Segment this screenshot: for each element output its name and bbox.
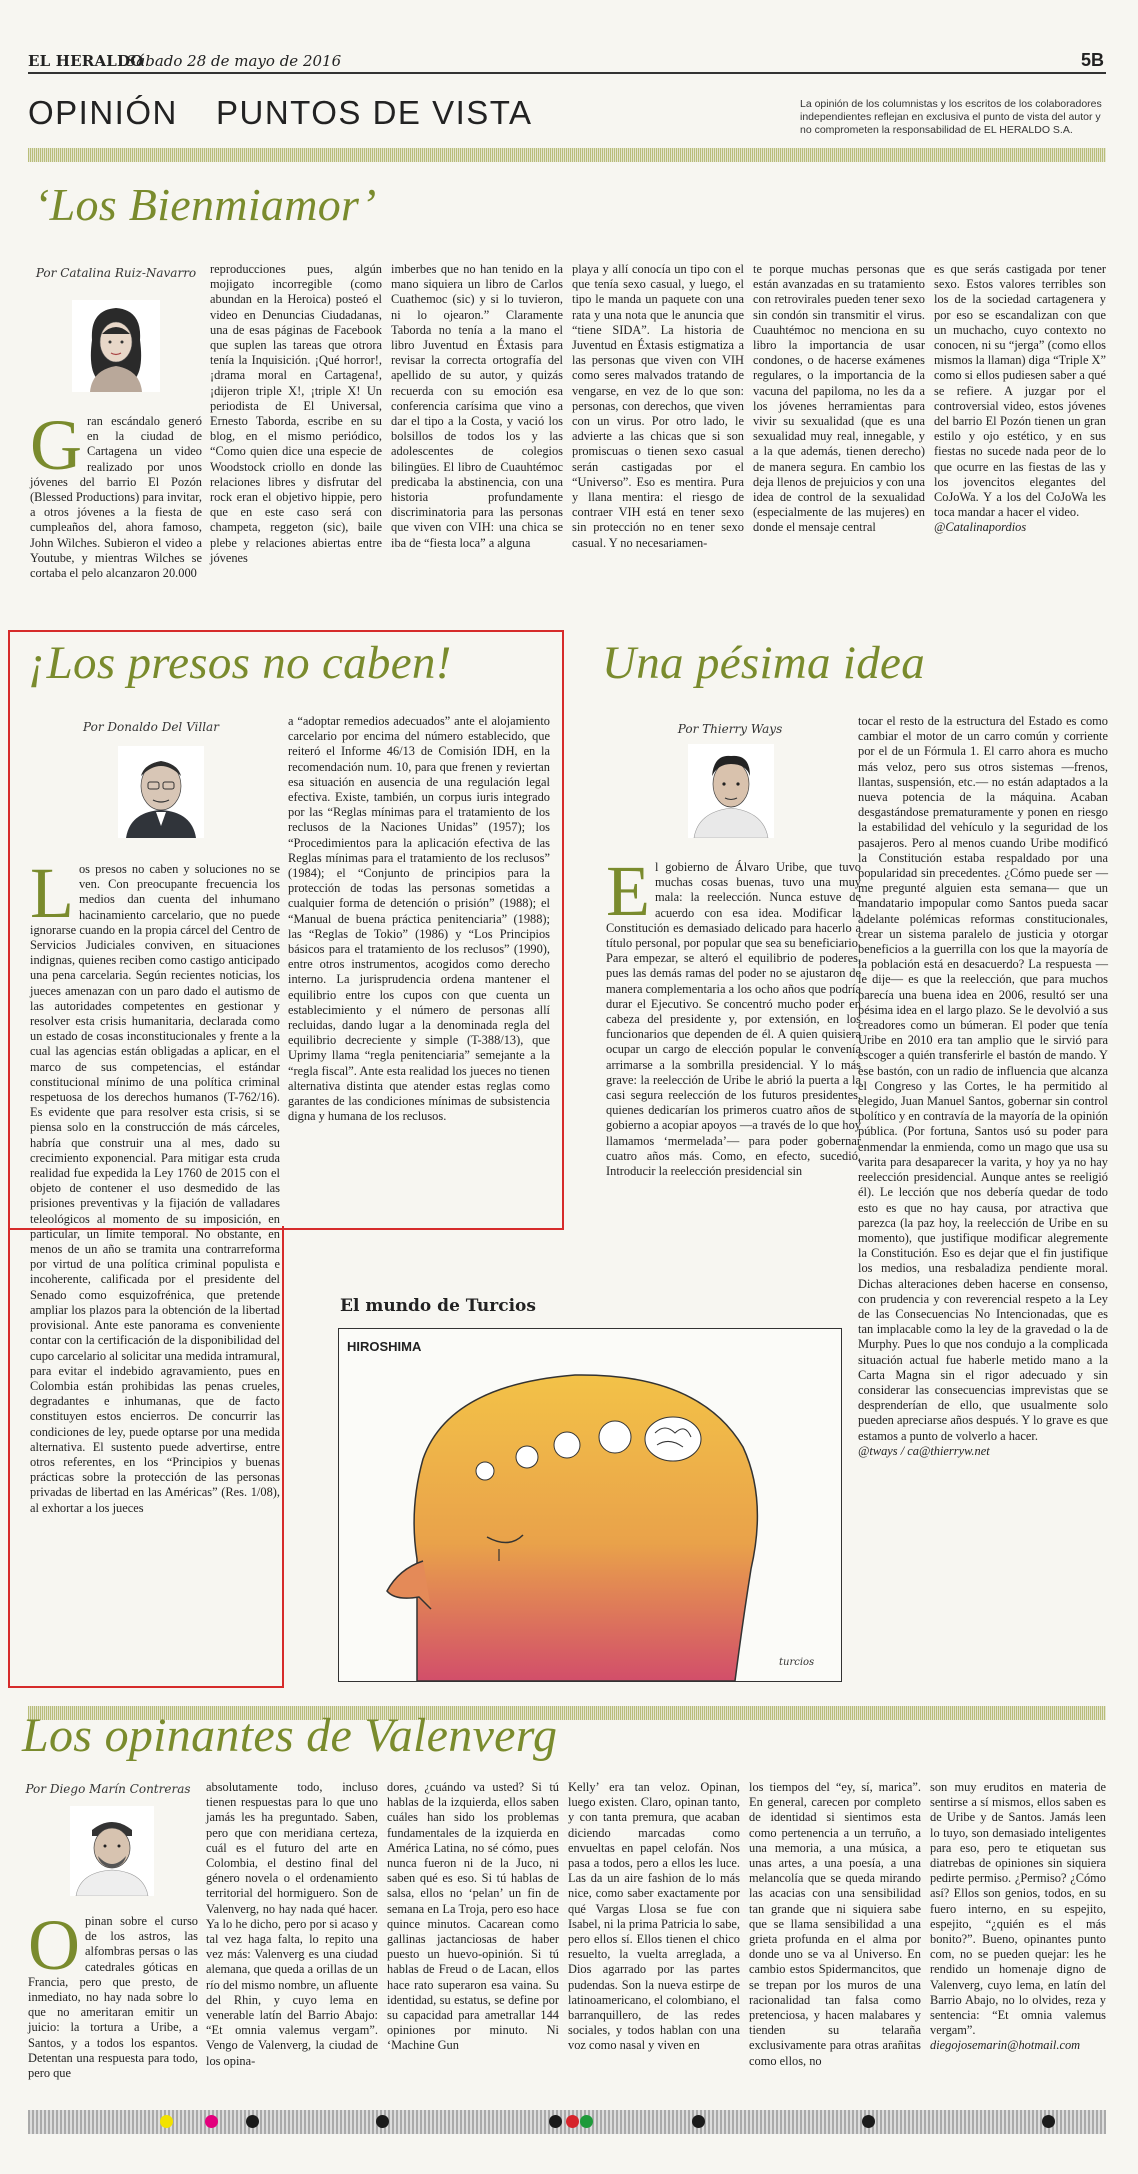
article4-title: Los opinantes de Valenverg	[22, 1709, 558, 1762]
article1-text-1: ran escándalo generó en la ciudad de Cartagena un video realizado por unos jóvenes del barrio El Pozón (Blessed Productions) para invitar, a otros jóvenes a la fiesta de cumpleaños del, ahora famoso, John Wilches. Subieron el video a Youtube, y mientras Wilches se cortaba el pelo alcanzaron 20.000	[30, 414, 202, 581]
newspaper-name: EL HERALDO	[28, 52, 144, 70]
article3-text-2: tocar el resto de la estructura del Estado es como cambiar el motor de un carro común y corriente por el de un Fórmula 1. El carro ahora es mucho más veloz, pero sus otros sistemas —frenos, llantas, suspensión, etc.— no están adaptados a la nueva potencia de la máquina. Acaban desgastándose prematuramente y ponen en riesgo la estabilidad del vehículo y la seguridad de los pasajeros. Pero al menos cuando Uribe modificó la Constitución estaba respaldado por una popularidad sin precedentes. ¿Cómo puede ser —me pregunté alguien esta semana— que un mandatario impopular como Santos pueda sacar adelante polémicas reformas constitucionales, crear un sistema paralelo de justicia y otorgar beneficios a la guerrilla con los que la mayoría de la población está en desacuerdo? La respuesta —le dije— es que la reelección, que para muchos parecía una buena idea en 2006, resultó ser una pésima idea en el largo plazo. Se le devolvió a sus creadores como un búmeran. El poder que tenía Uribe en 2010 era tan amplio que le sirvió para escoger a quién transferirle el bastón de mando. Y ese bastón, con un radio de influencia que alcanza el Congreso y las Cortes, le ha permitido al elegido, Juan Manuel Santos, gobernar sin control político y en contravía de la mayoría de la opinión pública. (Por fortuna, Santos usó su poder para enmendar la enmienda, como un mago que usa su varita para desaparecer la varita, y hoy ya no hay reelección presidencial. Aunque antes se reeligió él). Le lección que nos debería quedar de todo esto es que no hay causa, por atractiva que parezca (la paz hoy, la reelección de Uribe en su momento), que justifique modificar alegremente la Constitución. Eso es dejar que el fin justifique los medios, una resbaladiza pendiente moral. Dichas alteraciones deben hacerse en consenso, con prudencia y con reverencial respeto a la Ley de las Consecuencias No Intencionadas, que es tan implacable como la ley de la gravedad o la de Murphy. Pues lo que nos condujo a la complicada situación actual fue haberle metido mano a la Carta Magna sin el rigor adecuado y sin considerar las consecuencias imprevistas que se desprenderían de ello, que usualmente solo pueden apreciarse años después. Y lo grave es que estamos a punto de volverlo a hacer.	[858, 714, 1108, 1443]
article4-column-1	[28, 1905, 198, 2081]
article1-title: ‘Los Bienmiamor’	[34, 179, 377, 230]
cartoon-section-title: El mundo de Turcios	[340, 1296, 536, 1316]
registration-dot-black	[246, 2115, 259, 2128]
article1-column-5: te porque muchas personas que están avanzadas en su tratamiento con retrovirales pueden tener sexo sin condón sin transmitir el virus. Cuauhtémoc no menciona en su libro la importancia de usar condones, o de hacerse exámenes regulares, o la importancia de la vacuna del papiloma, no les da a los jóvenes herramientas para vivir su sexualidad (que es una sexualidad muy real, innegable, y a la que además, tienen derecho) de manera segura. En cambio los deja llenos de prejuicios y con una idea de control de la sexualidad (especialmente de las mujeres) en donde el mensaje central	[753, 262, 925, 535]
cartoon-frame	[338, 1328, 842, 1682]
article3-column-2	[858, 714, 1108, 1459]
article3-column-1	[606, 851, 861, 1179]
registration-dot-yellow	[160, 2115, 173, 2128]
article1-column-4: playa y allí conocía un tipo con el que tenía sexo casual, y luego, el tipo le manda un paquete con una rata y una nota que le anuncia que “tiene SIDA”. La historia de Juventud en Éxtasis estigmatiza a las personas que viven con VIH como seres malvados tratando de vengarse, en vez de lo que son: personas, con derechos, que viven con un virus. Por otro lado, le advierte a las chicas que si son promiscuas o tienen sexo casual serán castigadas por el “Universo”. Eso es mentira. Pura y llana mentira: el riesgo de contraer VIH está en tener sexo sin protección no en tener sexo casual. Y no necesariamen-	[572, 262, 744, 550]
cartoon-head	[339, 1329, 841, 1681]
registration-dot-black-2	[376, 2115, 389, 2128]
article4-column-4: Kelly’ era tan veloz. Opinan, luego existen. Claro, opinan tanto, y con tanta premura, que acaban diciendo marcadas como envueltas en papel celofán. Nos pasa a todos, pero a ellos les luce. Las da un aire fashion de lo más nice, como saber exactamente por qué Vargas Llosa se fue con Isabel, ni la prima Patricia lo sabe, pero ellos sí. Ellos tienen el chico resuelto, la vuelta arreglada, a Dios agarrado por las partes pudendas. Son la nueva estirpe de latinoamericano, el colombiano, el barranquillero, de las redes sociales, y todos hablan con una voz como nasal y viven en	[568, 1780, 740, 2053]
portrait-catalina	[72, 300, 160, 392]
article4-column-6	[930, 1780, 1106, 2054]
article1-column-3: imberbes que no han tenido en la mano siquiera un libro de Carlos Cuathemoc (sic) y si lo tuvieron, ni lo ojearon.” Claramente Taborda no tenía a la mano el libro Juventud en Éxtasis para revisar la correcta ortografía del apellido de su autor, y quizás recuerda con su emoción esa conferencia carísima que vino a dar el tipo a la Costa, y vació los bolsillos de todos los y las adolescentes de colegios bilingües. El libro de Cuauhtémoc predicaba la abstinencia, con una historia profundamente discriminatoria para las personas que viven con VIH: una chica se iba de “fiesta loca” a alguna	[391, 262, 563, 550]
article4-dropcap: O	[28, 1905, 80, 1985]
article1-dropcap: G	[30, 405, 82, 485]
article4-column-2: absolutamente todo, incluso tienen respuestas para lo que uno jamás les ha preguntado. Saben, pero que con meridiana certeza, cuál es el futuro del arte en Colombia, el destino final del género novela o el ordenamiento territorial del hormiguero. Son de Valenverg, no hay nada qué hacer. Ya lo he dicho, pero por si acaso y tal vez haga falta, lo repito una vez más: Valenverg es una ciudad alemana, que queda a orillas de un río del mismo nombre, un afluente del Rhin, y cuyo lema en venerable latín del Barrio Abajo: “Et omnia valemus vergam”. Vengo de Valenverg, la ciudad de los opina-	[206, 1780, 378, 2068]
registration-dot-black-4	[692, 2115, 705, 2128]
article1-column-1	[30, 405, 202, 581]
article2-column-1	[30, 853, 280, 1516]
article2-column-2: a “adoptar remedios adecuados” ante el alojamiento carcelario por encima del número establecido, que reiteró el Informe 46/13 de Comisión IDH, en la recomendación num. 10, para que frenen y reviertan esa situación en ausencia de una regulación legal efectiva. Existe, también, un corpus iuris integrado por las “Reglas mínimas para el tratamiento de los reclusos de la Naciones Unidas” (1957); los “Procedimientos para la aplicación efectiva de las Reglas mínimas para el tratamiento de los reclusos” (1984); el “Conjunto de principios para la protección de todas las personas sometidas a cualquier forma de detención o prisión” (1988); el “Manual de buena práctica penitenciaria” (1988); las “Reglas de Tokio” (1986) y “Los Principios básicos para el tratamiento de los reclusos” (1990), entre otros instrumentos, acogidos como derecho interno. La jurisprudencia ordena mantener el equilibrio entre los cupos con que cuenta un establecimiento y el número de personas allí recluidas, dando lugar a la denominada regla del equilibrio decreciente y simple (T-388/13), que Uprimy llama “regla penitenciaria” semejante a la “regla fiscal”. Ante esta realidad los jueces no tienen alternativa distinta que atender estas reglas como garantes de las condiciones mínimas de subsistencia digna y humana de los reclusos.	[288, 714, 550, 1124]
section-title: OPINIÓN	[28, 94, 178, 131]
portrait-donaldo	[118, 746, 204, 838]
article4-text-1: pinan sobre el curso de los astros, las alfombras persas o las catedrales góticas en Francia, pero que presto, de inmediato, no hay nada sobre lo que no ameritaran emitir un juicio: la tortura a Uribe, a Santos, y a todos los espantos. Detentan una respuesta para todo, pero que	[28, 1914, 198, 2081]
article3-byline: Por Thierry Ways	[677, 722, 783, 736]
portrait-thierry	[688, 744, 774, 838]
registration-dot-green	[580, 2115, 593, 2128]
article1-author-handle: @Catalinapordios	[934, 520, 1027, 535]
article4-text-6: son muy eruditos en materia de sentirse a sí mismos, ellos saben es de Uribe y de Santos. Jamás leen lo tuyo, son demasiado inteligentes para eso, pero te etiquetan sus diatrebas de opiniones sin siquiera pedirte permiso. ¿Permiso? ¿Cómo así? Ellos son genios, todos, en su fuero interno, en su espejito, espejito, “¿quién es el más bonito?”. Bueno, opinantes punto com, no se pueden quejar: les he rendido un homenaje digno de Valenverg, cuyo lema, en latín del Barrio Abajo, no lo olvides, reza y sentencia: “Et omnia valemus vergam”.	[930, 1780, 1106, 2038]
article4-column-3: dores, ¿cuándo va usted? Si tú hablas de la izquierda, ellos saben cuáles han sido los problemas fundamentales de la izquierda en América Latina, no sé cómo, pues nunca fueron ni de la Juco, ni saben qué es eso. Si tú hablas de salsa, ellos no ‘pelan’ un fin de semana en La Troja, pero eso hace quince minutos. Cacarean como gallinas jactanciosas de haber puesto un huevo-opinión. Si tú hablas de Freud o de Lacan, ellos hace rato superaron esa vaina. Su identidad, su estatus, se define por su capacidad para ametrallar 144 opiniones por minuto. Ni ‘Machine Gun	[387, 1780, 559, 2053]
issue-date: Sábado 28 de mayo de 2016	[126, 52, 342, 70]
article3-dropcap: E	[606, 851, 650, 931]
article2-title: ¡Los presos no caben!	[28, 637, 452, 689]
section-subtitle: PUNTOS DE VISTA	[216, 94, 533, 131]
article4-author-handle: diegojosemarin@hotmail.com	[930, 2038, 1081, 2053]
cartoon-signature: turcios	[779, 1657, 815, 1668]
article1-byline: Por Catalina Ruiz-Navarro	[35, 266, 197, 280]
registration-dot-black-3	[549, 2115, 562, 2128]
article3-title: Una pésima idea	[602, 637, 926, 689]
disclaimer: La opinión de los columnistas y los escritos de los colaboradores independientes reflejan en exclusiva el punto de vista del autor y no comprometen la responsabilidad de EL HERALDO S.A.	[800, 98, 1102, 136]
article2-dropcap: L	[30, 853, 74, 933]
article4-byline: Por Diego Marín Contreras	[25, 1782, 191, 1796]
article2-byline: Por Donaldo Del Villar	[83, 720, 219, 734]
portrait-diego	[70, 1806, 154, 1896]
article1-column-2: reproducciones pues, algún mojigato incorregible (como abundan en la Heroica) posteó el video en Denuncias Ciudadanas, una de esas páginas de Facebook que suplen las tareas que otrora tenía la Inquisición. ¡Qué horror!, ¡drama moral en Cartagena!, ¡dijeron triple X!, ¡triple X! Un periodista de El Universal, Ernesto Taborda, escribe en su blog, en el mismo periódico, “Como quien dice una especie de Woodstock criollo en donde las relaciones libres y disfrutar del rock eran el objetivo hippie, pero que en este caso será con champeta, reggeton (sic), baile plebe y relaciones abiertas entre jóvenes	[210, 262, 382, 565]
article1-column-6	[934, 262, 1106, 536]
cartoon-label: HIROSHIMA	[347, 1339, 422, 1354]
header-band	[28, 148, 1106, 162]
registration-dot-black-6	[1042, 2115, 1055, 2128]
page-number: 5B	[1080, 50, 1104, 70]
article4-column-5: los tiempos del “ey, sí, marica”. En general, carecen por completo de identidad si sientimos esta como pertenencia a un terruño, a una memoria, a una música, a unas artes, a una poesía, a una melancolía que se queda mirando las acacias con una sensibilidad tan grande que ni siquiera sabe que se llama sensibilidad a una grieta profunda en el alma por donde uno se va al Universo. En cambio estos Spidermancitos, que se trepan por los muros de una racionalidad tan falsa como pretenciosa, y hacen malabares y tienden su telaraña exclusivamente para otras arañitas como ellos, no	[749, 1780, 921, 2068]
registration-dot-magenta	[205, 2115, 218, 2128]
article2-text-1: os presos no caben y soluciones no se ven. Con preocupante frecuencia los medios dan cuenta del inhumano hacinamiento carcelario, que no puede ignorarse cuando en la propia cárcel del Centro de Servicios Judiciales conviven, en situaciones indignas, quienes reciben como castigo anticipado una pena carcelaria. Según recientes noticias, los jueces amenazan con un paro dado el autismo de las autoridades competentes en gestionar y resolver esta crisis humanitaria, declarada como un estado de cosas inconstitucionales y frente a la cual las agencias están obligadas a aplicar, en el marco de sus competencias, el estándar constitucional mínimo de una política criminal respetuosa de los derechos humanos (T-762/16). Es evidente que para resolver esta crisis, si se piensa solo en la construcción de más cárceles, habría que construir una al mes, dado su crecimiento exponencial. Para mitigar esta cruda realidad fue expedida la Ley 1760 de 2015 con el objeto de contener el uso desmedido de las prisiones preventivas y la fijación de valladares teleológicos al momento de su imposición, en particular, un límite temporal. No obstante, en menos de un año se tramita una contrarreforma por virtud de una política criminal populista e incoherente, calificada por el presidente del Senado como esquizofrénica, que pretende ampliar los plazos para la obtención de la libertad provisional. Ante este panorama es conveniente contar con la certificación de la disponibilidad del cupo carcelario al solicitar una medida intramural, para evitar el indebido agravamiento, pues en Colombia están prohibidas las penas crueles, degradantes e inhumanas, que de facto constituyen estos encierros. De concurrir las condiciones de ley, puede optarse por una medida alternativa. El sustento puede advertirse, entre otros referentes, en los “Principios y buenas prácticas sobre la protección de las personas privadas de libertad en las Américas” (Res. 1/08), al exhortar a los jueces	[30, 862, 280, 1515]
article3-author-handle: @tways / ca@thierryw.net	[858, 1443, 990, 1458]
registration-dot-red	[566, 2115, 579, 2128]
header-rule	[28, 72, 1106, 74]
registration-dot-black-5	[862, 2115, 875, 2128]
article3-text-1: l gobierno de Álvaro Uribe, que tuvo muchas cosas buenas, tuvo una muy mala: la reelección. Nunca estuve de acuerdo con esa idea. Modificar la Constitución es demasiado delicado para hacerlo a título personal, por popular que sea su beneficiario. Para empezar, se alteró el equilibrio de poderes, pues las demás ramas del poder no se ajustaron de manera complementaria a los ocho años que podría durar el Ejecutivo. Se concentró mucho poder en cabeza del presidente y, por extensión, en los funcionarios que dependen de él. A quien quisiera ocupar un cargo de elección popular le convenía arrimarse a la sombrilla presidencial. Y lo más grave: la reelección de Uribe le abrió la puerta a la casi segura reelección de los futuros presidentes, quienes dedicarían los primeros cuatro años de su gobierno a acopiar apoyos —a través de lo que hoy llamamos ‘mermelada’— para poder gobernar cuatro años más. Como, en efecto, sucedió. Introducir la reelección presidencial sin	[606, 860, 861, 1179]
article1-text-6: es que serás castigada por tener sexo. Estos valores terribles son los de la sociedad cartagenera y por eso se escandalizan con que un muchacho, cuyo contexto no conocen, ni su “jerga” (como ellos mismos la llaman) diga “Triple X” como si ellos pudiesen saber a qué se refiere. A juzgar por el controversial video, estos jóvenes del barrio El Pozón tienen un gran estilo y ojo estético, y en sus fiestas no sucede nada peor de lo que ocurre en las fiestas de las y los jovencitos elegantes del CoJoWa. Y a los del CoJoWa les toca mandar a hacer el video.	[934, 262, 1106, 520]
